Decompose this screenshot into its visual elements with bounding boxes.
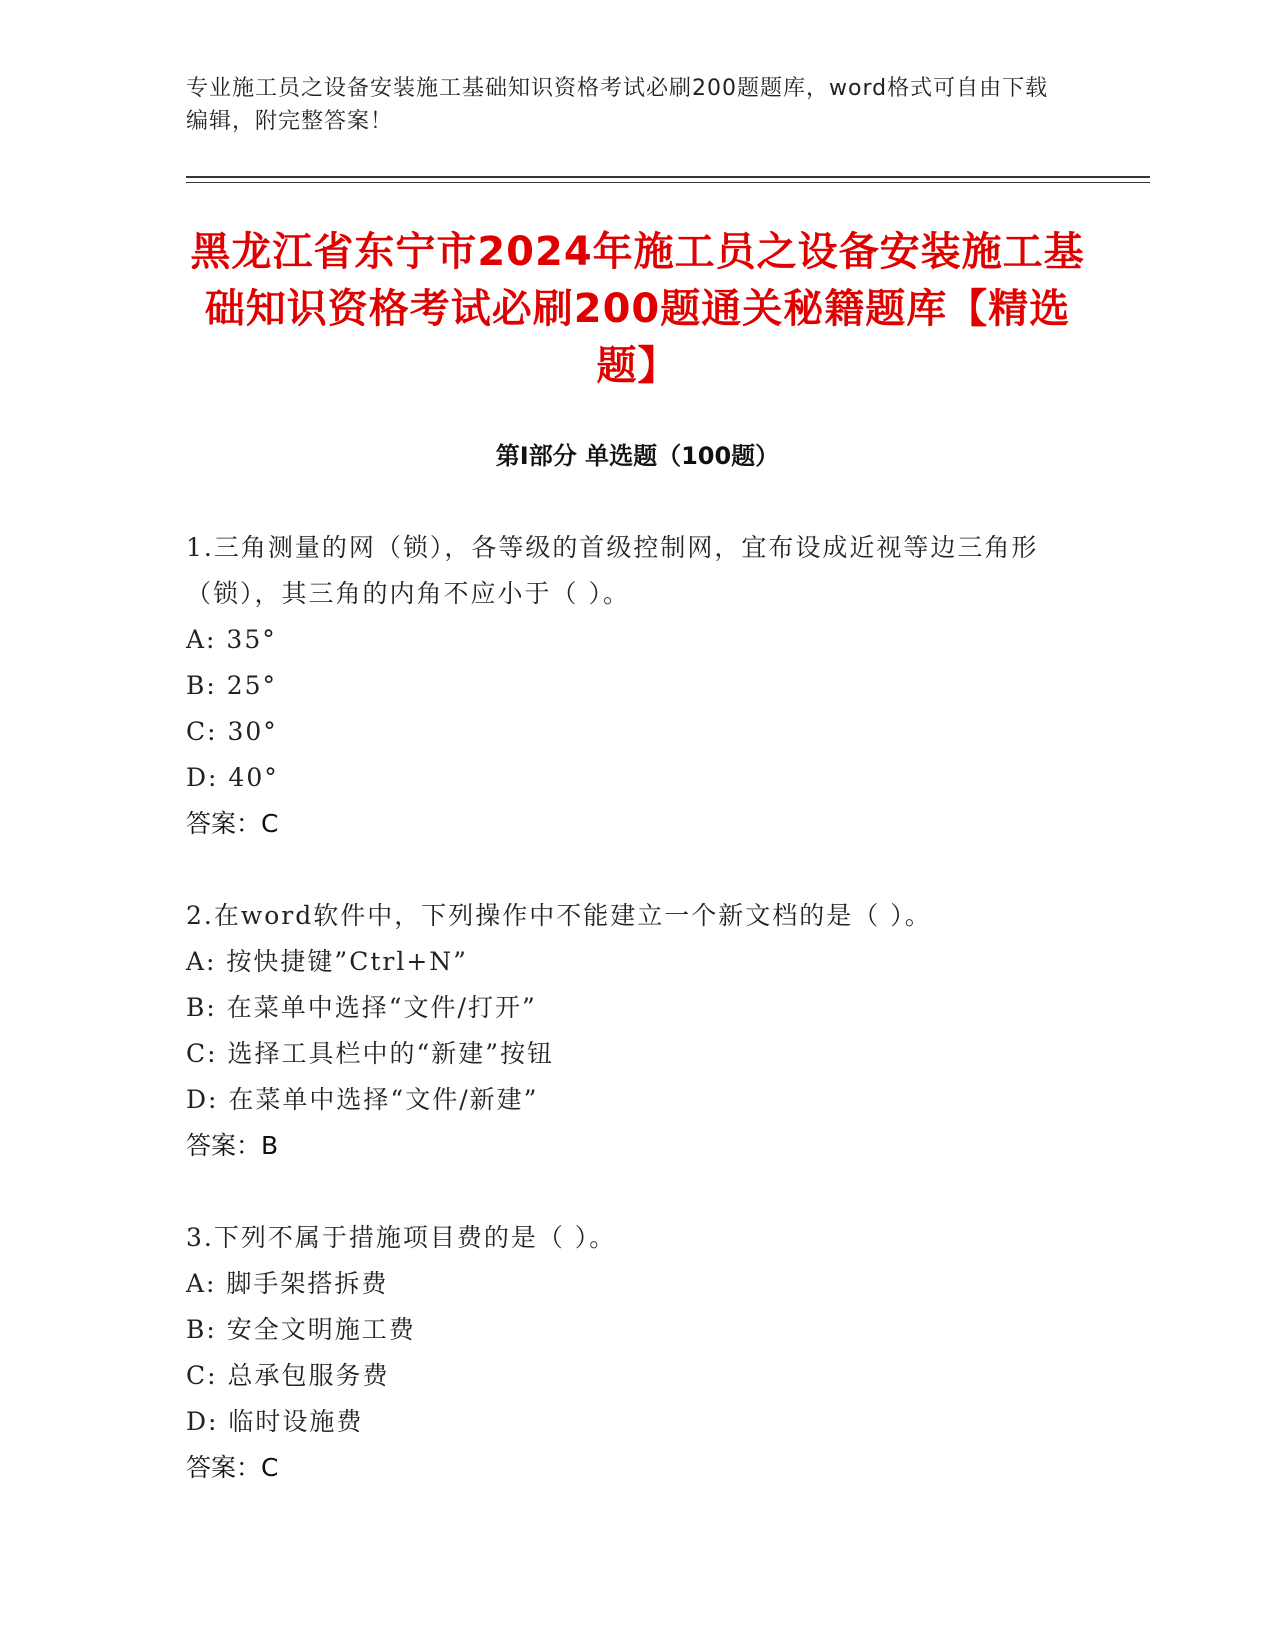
question-stem: 1.三角测量的网（锁），各等级的首级控制网，宜布设成近视等边三角形（锁），其三角的内角不应小于（ ）。 [186,533,1039,608]
section-heading: 第Ⅰ部分 单选题（100题） [495,442,780,470]
option-a: A: 按快捷键”Ctrl+N” [186,947,468,976]
answer: 答案：C [186,809,279,838]
question-3 [186,1215,1086,1491]
option-d: D: 40° [186,763,279,792]
option-b: B: 在菜单中选择“文件/打开” [186,993,537,1022]
question-1 [186,525,1086,847]
option-d: D: 临时设施费 [186,1407,364,1436]
option-b: B: 25° [186,671,278,700]
question-stem: 2.在word软件中，下列操作中不能建立一个新文档的是（ ）。 [186,901,932,930]
option-c: C: 总承包服务费 [186,1361,390,1390]
option-d: D: 在菜单中选择“文件/新建” [186,1085,539,1114]
option-c: C: 选择工具栏中的“新建”按钮 [186,1039,555,1068]
header-rule-thick [186,176,1150,178]
question-list [186,525,1086,1537]
option-b: B: 安全文明施工费 [186,1315,416,1344]
answer: 答案：B [186,1131,279,1160]
answer: 答案：C [186,1453,279,1482]
question-stem: 3.下列不属于措施项目费的是（ ）。 [186,1223,617,1252]
document-title: 黑龙江省东宁市2024年施工员之设备安装施工基础知识资格考试必刷200题通关秘籍题库【精选题】 [190,229,1085,389]
option-a: A: 脚手架搭拆费 [186,1269,389,1298]
header-rule-thin [186,182,1150,183]
option-a: A: 35° [186,625,277,654]
header-note: 专业施工员之设备安装施工基础知识资格考试必刷200题题库，word格式可自由下载编辑，附完整答案！ [186,76,1049,134]
question-2 [186,893,1086,1169]
option-c: C: 30° [186,717,278,746]
